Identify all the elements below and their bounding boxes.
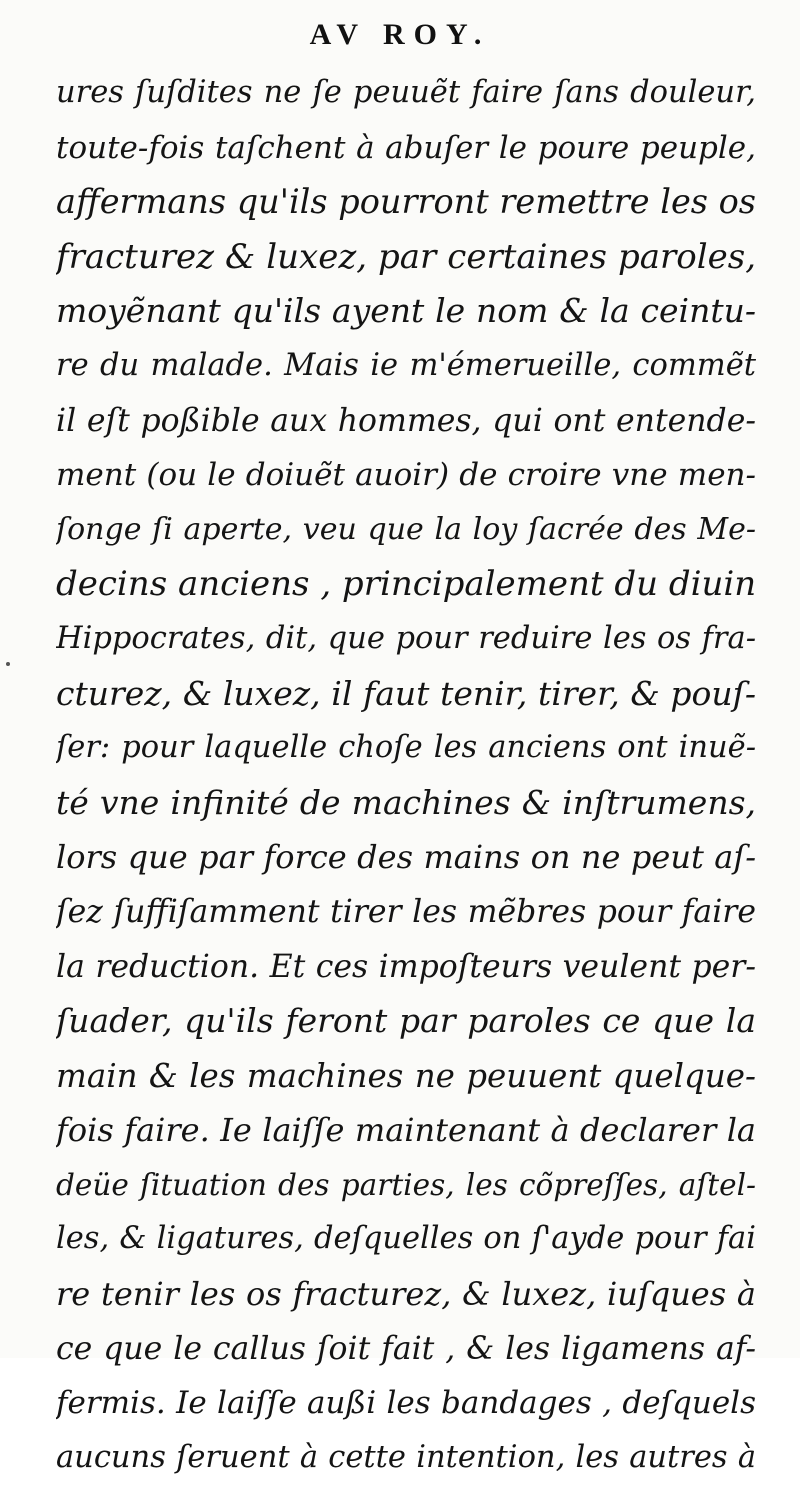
text-line: main & les machines ne peuuent quelque- bbox=[56, 1056, 756, 1095]
text-line: moyẽnant qu'ils ayent le nom & la ceintu- bbox=[56, 291, 756, 331]
text-line: affermans qu'ils pourront remettre les os bbox=[56, 182, 756, 222]
text-line: toute-fois taſchent à abuſer le poure peuple, bbox=[56, 129, 756, 166]
text-line: aucuns ſeruent à cette intention, les autres à bbox=[56, 1439, 756, 1475]
text-line: les, & ligatures, deſquelles on ſ'ayde pour fai bbox=[56, 1221, 756, 1257]
text-line: lors que par force des mains on ne peut aſ- bbox=[56, 838, 756, 877]
text-line: fracturez & luxez, par certaines paroles, bbox=[56, 236, 756, 277]
text-line: re tenir les os fracturez, & luxez, iuſques à bbox=[56, 1275, 756, 1314]
text-line: re du malade. Mais ie m'émerueille, commẽt bbox=[56, 347, 756, 383]
text-line: fois faire. Ie laiſſe maintenant à declarer la bbox=[56, 1111, 756, 1150]
text-line: ſer: pour laquelle choſe les anciens ont inuẽ- bbox=[56, 730, 756, 766]
text-line: decins anciens , principalement du diuin bbox=[56, 564, 756, 605]
text-line: Hippocrates, dit, que pour reduire les os fra- bbox=[56, 620, 756, 656]
text-line: ſez ſuffiſamment tirer les mẽbres pour faire bbox=[56, 893, 756, 930]
text-line: la reduction. Et ces impoſteurs veulent per- bbox=[56, 948, 756, 985]
text-line: il eſt poßible aux hommes, qui ont entende- bbox=[56, 402, 756, 439]
text-line: ſuader, qu'ils feront par paroles ce que la bbox=[56, 1001, 756, 1041]
body-text bbox=[56, 66, 756, 1485]
text-line: ment (ou le doiuẽt auoir) de croire vne men- bbox=[56, 457, 756, 494]
text-line: ce que le callus ſoit fait , & les ligamens af- bbox=[56, 1330, 756, 1367]
text-line: cturez, & luxez, il faut tenir, tirer, & pouſ- bbox=[56, 673, 756, 713]
text-line: té vne infinité de machines & inſtrumens, bbox=[56, 782, 756, 822]
text-line: deüe ſituation des parties, les cõpreſſes, aſtel- bbox=[56, 1167, 756, 1202]
text-line: ures ſuſdites ne ſe peuuẽt faire ſans douleur, bbox=[56, 75, 756, 110]
text-line: ſonge ſi aperte, veu que la loy ſacrée des Me- bbox=[56, 511, 756, 547]
text-line: fermis. Ie laiſſe außi les bandages , deſquels bbox=[56, 1385, 756, 1422]
running-head: AV ROY. bbox=[309, 18, 491, 51]
margin-ink-speck bbox=[6, 662, 10, 666]
